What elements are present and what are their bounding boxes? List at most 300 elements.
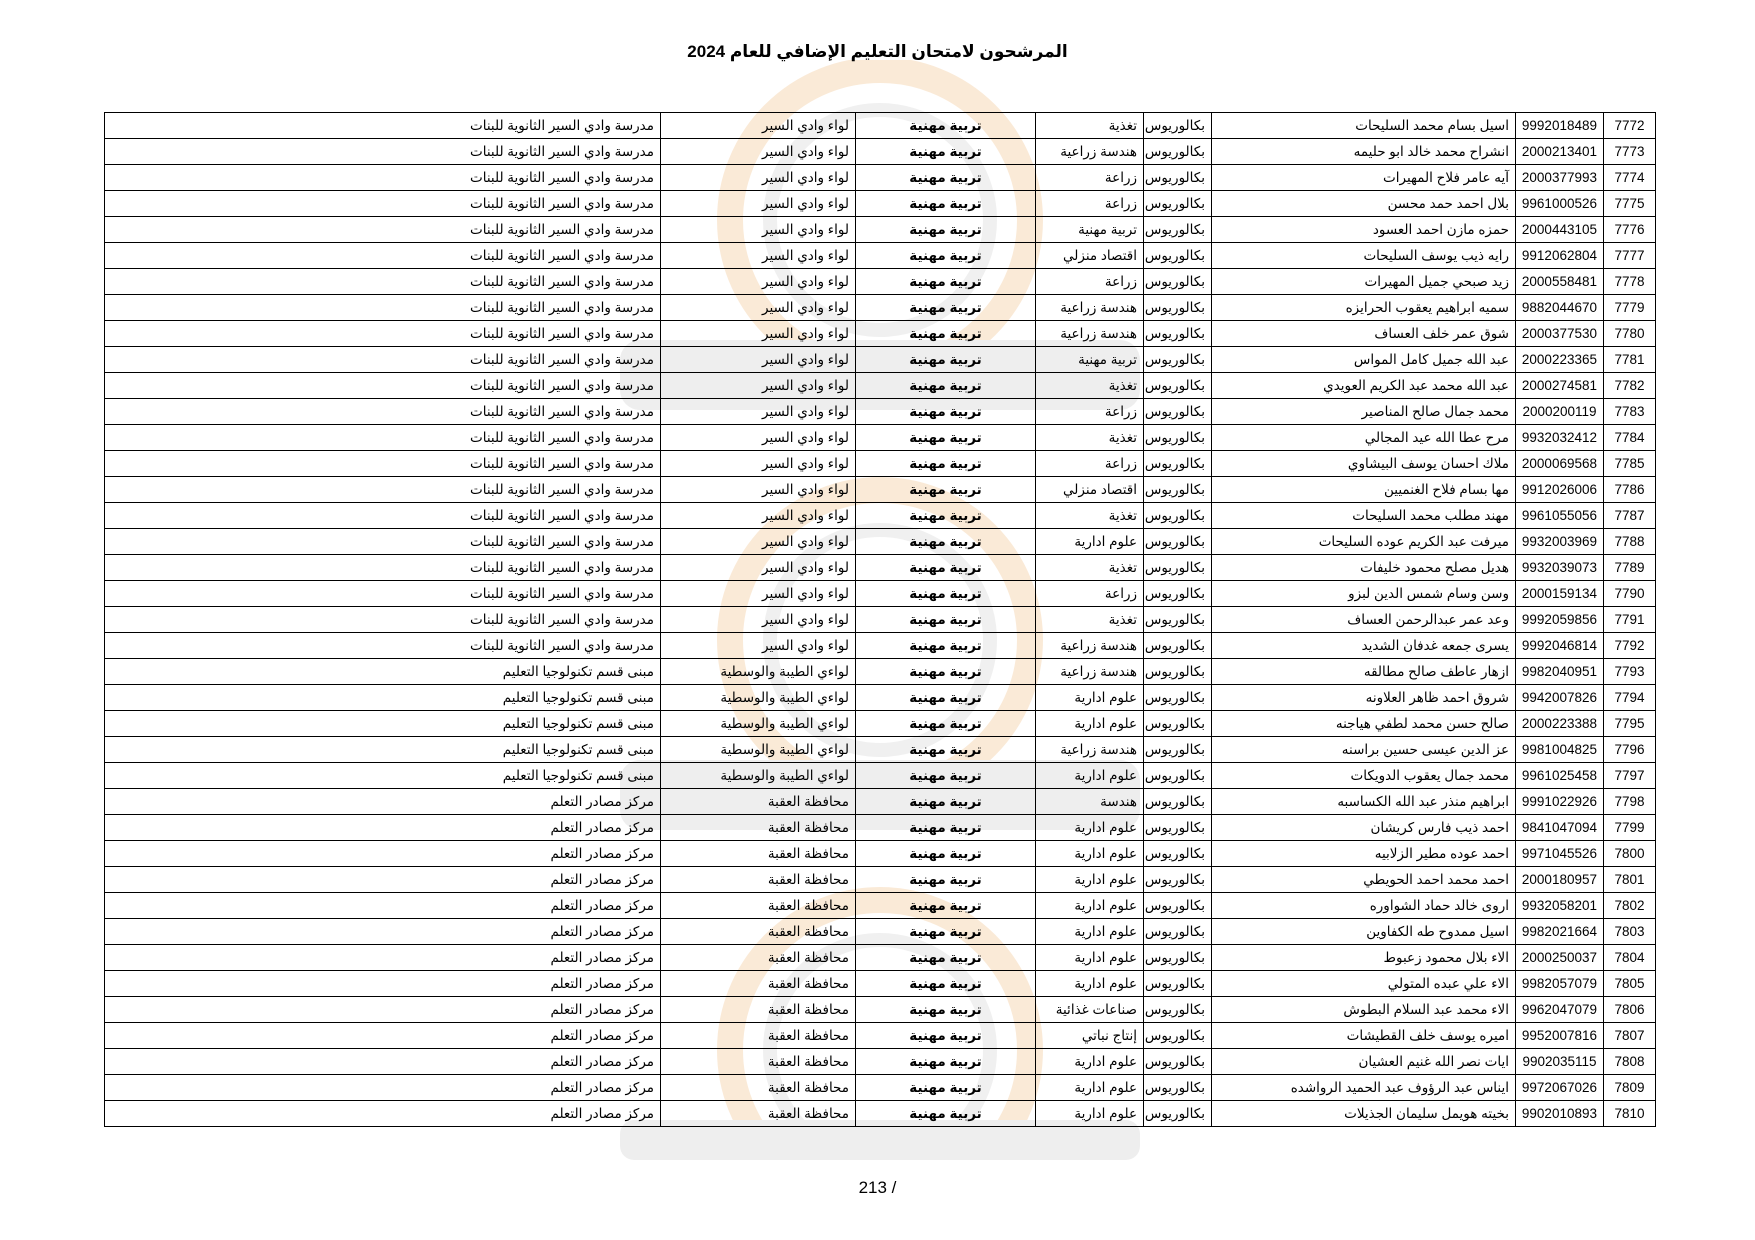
exam-field-cell: تربية مهنية <box>856 1075 1036 1101</box>
row-number-cell: 7805 <box>1604 971 1656 997</box>
national-id-cell: 2000274581 <box>1516 373 1604 399</box>
district-cell: محافظة العقبة <box>661 867 856 893</box>
exam-center-cell: مبنى قسم تكنولوجيا التعليم <box>105 685 661 711</box>
table-row <box>105 321 1656 347</box>
row-number-cell: 7775 <box>1604 191 1656 217</box>
degree-cell: بكالوريوس <box>1144 581 1212 607</box>
exam-center-cell: مدرسة وادي السير الثانوية للبنات <box>105 269 661 295</box>
district-cell: محافظة العقبة <box>661 997 856 1023</box>
table-row <box>105 1101 1656 1127</box>
specialization-cell: زراعة <box>1036 399 1144 425</box>
row-number-cell: 7801 <box>1604 867 1656 893</box>
exam-center-cell: مدرسة وادي السير الثانوية للبنات <box>105 477 661 503</box>
candidate-name-cell: احمد محمد احمد الحويطي <box>1212 867 1516 893</box>
degree-cell: بكالوريوس <box>1144 971 1212 997</box>
degree-cell: بكالوريوس <box>1144 399 1212 425</box>
exam-center-cell: مدرسة وادي السير الثانوية للبنات <box>105 347 661 373</box>
national-id-cell: 9912026006 <box>1516 477 1604 503</box>
candidate-name-cell: ايناس عبد الرؤوف عبد الحميد الرواشده <box>1212 1075 1516 1101</box>
national-id-cell: 2000200119 <box>1516 399 1604 425</box>
degree-cell: بكالوريوس <box>1144 711 1212 737</box>
row-number-cell: 7781 <box>1604 347 1656 373</box>
degree-cell: بكالوريوس <box>1144 815 1212 841</box>
specialization-cell: تغذية <box>1036 425 1144 451</box>
national-id-cell: 9991022926 <box>1516 789 1604 815</box>
degree-cell: بكالوريوس <box>1144 217 1212 243</box>
row-number-cell: 7789 <box>1604 555 1656 581</box>
district-cell: لواء وادي السير <box>661 243 856 269</box>
row-number-cell: 7796 <box>1604 737 1656 763</box>
candidate-name-cell: هديل مصلح محمود خليفات <box>1212 555 1516 581</box>
candidate-name-cell: حمزه مازن احمد العسود <box>1212 217 1516 243</box>
district-cell: لواء وادي السير <box>661 139 856 165</box>
specialization-cell: زراعة <box>1036 191 1144 217</box>
table-row <box>105 113 1656 139</box>
specialization-cell: تغذية <box>1036 373 1144 399</box>
table-row <box>105 399 1656 425</box>
candidate-name-cell: ملاك احسان يوسف البيشاوي <box>1212 451 1516 477</box>
district-cell: لواء وادي السير <box>661 503 856 529</box>
degree-cell: بكالوريوس <box>1144 893 1212 919</box>
table-row <box>105 971 1656 997</box>
table-row <box>105 529 1656 555</box>
candidate-name-cell: شروق احمد ظاهر العلاونه <box>1212 685 1516 711</box>
candidate-name-cell: احمد عوده مطير الزلابيه <box>1212 841 1516 867</box>
exam-field-cell: تربية مهنية <box>856 295 1036 321</box>
degree-cell: بكالوريوس <box>1144 347 1212 373</box>
specialization-cell: صناعات غذائية <box>1036 997 1144 1023</box>
national-id-cell: 9932032412 <box>1516 425 1604 451</box>
table-row <box>105 243 1656 269</box>
table-row <box>105 373 1656 399</box>
exam-field-cell: تربية مهنية <box>856 815 1036 841</box>
row-number-cell: 7776 <box>1604 217 1656 243</box>
candidate-name-cell: عز الدين عيسى حسين براسنه <box>1212 737 1516 763</box>
national-id-cell: 9992046814 <box>1516 633 1604 659</box>
table-row <box>105 737 1656 763</box>
district-cell: لواء وادي السير <box>661 295 856 321</box>
exam-field-cell: تربية مهنية <box>856 945 1036 971</box>
candidate-name-cell: الاء بلال محمود زعبوط <box>1212 945 1516 971</box>
specialization-cell: هندسة زراعية <box>1036 737 1144 763</box>
district-cell: لواء وادي السير <box>661 633 856 659</box>
candidate-name-cell: اروى خالد حماد الشواوره <box>1212 893 1516 919</box>
table-row <box>105 945 1656 971</box>
row-number-cell: 7791 <box>1604 607 1656 633</box>
exam-field-cell: تربية مهنية <box>856 685 1036 711</box>
exam-center-cell: مدرسة وادي السير الثانوية للبنات <box>105 633 661 659</box>
exam-field-cell: تربية مهنية <box>856 971 1036 997</box>
specialization-cell: علوم ادارية <box>1036 1101 1144 1127</box>
national-id-cell: 9961000526 <box>1516 191 1604 217</box>
row-number-cell: 7788 <box>1604 529 1656 555</box>
exam-field-cell: تربية مهنية <box>856 321 1036 347</box>
national-id-cell: 9981004825 <box>1516 737 1604 763</box>
candidate-name-cell: آيه عامر فلاح المهيرات <box>1212 165 1516 191</box>
table-row <box>105 685 1656 711</box>
exam-center-cell: مركز مصادر التعلم <box>105 893 661 919</box>
exam-center-cell: مركز مصادر التعلم <box>105 919 661 945</box>
degree-cell: بكالوريوس <box>1144 243 1212 269</box>
candidate-name-cell: ميرفت عبد الكريم عوده السليحات <box>1212 529 1516 555</box>
exam-center-cell: مدرسة وادي السير الثانوية للبنات <box>105 503 661 529</box>
degree-cell: بكالوريوس <box>1144 529 1212 555</box>
national-id-cell: 9962047079 <box>1516 997 1604 1023</box>
exam-center-cell: مركز مصادر التعلم <box>105 1049 661 1075</box>
exam-field-cell: تربية مهنية <box>856 659 1036 685</box>
exam-field-cell: تربية مهنية <box>856 243 1036 269</box>
table-row <box>105 789 1656 815</box>
row-number-cell: 7774 <box>1604 165 1656 191</box>
national-id-cell: 9882044670 <box>1516 295 1604 321</box>
table-row <box>105 503 1656 529</box>
district-cell: لواء وادي السير <box>661 581 856 607</box>
page-number: 213 / <box>858 1178 897 1197</box>
national-id-cell: 9992018489 <box>1516 113 1604 139</box>
specialization-cell: علوم ادارية <box>1036 763 1144 789</box>
table-row <box>105 477 1656 503</box>
district-cell: لواء وادي السير <box>661 399 856 425</box>
specialization-cell: هندسة زراعية <box>1036 633 1144 659</box>
district-cell: محافظة العقبة <box>661 1101 856 1127</box>
district-cell: لواء وادي السير <box>661 191 856 217</box>
exam-center-cell: مدرسة وادي السير الثانوية للبنات <box>105 113 661 139</box>
district-cell: لواء وادي السير <box>661 321 856 347</box>
exam-center-cell: مركز مصادر التعلم <box>105 997 661 1023</box>
row-number-cell: 7807 <box>1604 1023 1656 1049</box>
specialization-cell: تغذية <box>1036 607 1144 633</box>
national-id-cell: 9841047094 <box>1516 815 1604 841</box>
exam-center-cell: مركز مصادر التعلم <box>105 945 661 971</box>
national-id-cell: 2000223365 <box>1516 347 1604 373</box>
exam-field-cell: تربية مهنية <box>856 191 1036 217</box>
specialization-cell: علوم ادارية <box>1036 529 1144 555</box>
national-id-cell: 2000558481 <box>1516 269 1604 295</box>
exam-center-cell: مركز مصادر التعلم <box>105 1075 661 1101</box>
district-cell: لواء وادي السير <box>661 165 856 191</box>
row-number-cell: 7794 <box>1604 685 1656 711</box>
district-cell: لواء وادي السير <box>661 555 856 581</box>
specialization-cell: اقتصاد منزلي <box>1036 477 1144 503</box>
exam-center-cell: مدرسة وادي السير الثانوية للبنات <box>105 191 661 217</box>
row-number-cell: 7802 <box>1604 893 1656 919</box>
row-number-cell: 7783 <box>1604 399 1656 425</box>
specialization-cell: علوم ادارية <box>1036 1049 1144 1075</box>
exam-center-cell: مركز مصادر التعلم <box>105 867 661 893</box>
specialization-cell: إنتاج نباتي <box>1036 1023 1144 1049</box>
row-number-cell: 7798 <box>1604 789 1656 815</box>
degree-cell: بكالوريوس <box>1144 1075 1212 1101</box>
table-row <box>105 425 1656 451</box>
district-cell: لواء وادي السير <box>661 425 856 451</box>
row-number-cell: 7808 <box>1604 1049 1656 1075</box>
national-id-cell: 9932039073 <box>1516 555 1604 581</box>
district-cell: محافظة العقبة <box>661 971 856 997</box>
exam-field-cell: تربية مهنية <box>856 711 1036 737</box>
exam-field-cell: تربية مهنية <box>856 867 1036 893</box>
district-cell: لواء وادي السير <box>661 373 856 399</box>
candidate-name-cell: احمد ذيب فارس كريشان <box>1212 815 1516 841</box>
national-id-cell: 9932058201 <box>1516 893 1604 919</box>
national-id-cell: 9902010893 <box>1516 1101 1604 1127</box>
row-number-cell: 7810 <box>1604 1101 1656 1127</box>
row-number-cell: 7790 <box>1604 581 1656 607</box>
table-row <box>105 815 1656 841</box>
row-number-cell: 7777 <box>1604 243 1656 269</box>
degree-cell: بكالوريوس <box>1144 997 1212 1023</box>
specialization-cell: زراعة <box>1036 581 1144 607</box>
specialization-cell: اقتصاد منزلي <box>1036 243 1144 269</box>
specialization-cell: تغذية <box>1036 503 1144 529</box>
candidate-name-cell: شوق عمر خلف العساف <box>1212 321 1516 347</box>
exam-field-cell: تربية مهنية <box>856 1101 1036 1127</box>
candidates-table-body <box>105 113 1656 1127</box>
candidate-name-cell: صالح حسن محمد لطفي هياجنه <box>1212 711 1516 737</box>
exam-field-cell: تربية مهنية <box>856 555 1036 581</box>
degree-cell: بكالوريوس <box>1144 165 1212 191</box>
table-row <box>105 841 1656 867</box>
candidate-name-cell: يسرى جمعه غدفان الشديد <box>1212 633 1516 659</box>
district-cell: لواءي الطيبة والوسطية <box>661 685 856 711</box>
degree-cell: بكالوريوس <box>1144 633 1212 659</box>
table-row <box>105 763 1656 789</box>
row-number-cell: 7795 <box>1604 711 1656 737</box>
table-row <box>105 217 1656 243</box>
exam-field-cell: تربية مهنية <box>856 451 1036 477</box>
candidate-name-cell: الاء محمد عبد السلام البطوش <box>1212 997 1516 1023</box>
district-cell: محافظة العقبة <box>661 1049 856 1075</box>
exam-field-cell: تربية مهنية <box>856 607 1036 633</box>
table-row <box>105 1049 1656 1075</box>
table-row <box>105 451 1656 477</box>
exam-center-cell: مدرسة وادي السير الثانوية للبنات <box>105 243 661 269</box>
exam-center-cell: مركز مصادر التعلم <box>105 841 661 867</box>
exam-center-cell: مبنى قسم تكنولوجيا التعليم <box>105 737 661 763</box>
specialization-cell: تربية مهنية <box>1036 217 1144 243</box>
exam-field-cell: تربية مهنية <box>856 113 1036 139</box>
district-cell: لواء وادي السير <box>661 451 856 477</box>
national-id-cell: 9992059856 <box>1516 607 1604 633</box>
row-number-cell: 7799 <box>1604 815 1656 841</box>
exam-field-cell: تربية مهنية <box>856 503 1036 529</box>
exam-center-cell: مدرسة وادي السير الثانوية للبنات <box>105 295 661 321</box>
specialization-cell: علوم ادارية <box>1036 893 1144 919</box>
national-id-cell: 2000377530 <box>1516 321 1604 347</box>
exam-field-cell: تربية مهنية <box>856 633 1036 659</box>
degree-cell: بكالوريوس <box>1144 373 1212 399</box>
national-id-cell: 9982057079 <box>1516 971 1604 997</box>
degree-cell: بكالوريوس <box>1144 477 1212 503</box>
row-number-cell: 7787 <box>1604 503 1656 529</box>
national-id-cell: 2000223388 <box>1516 711 1604 737</box>
table-row <box>105 711 1656 737</box>
specialization-cell: تغذية <box>1036 555 1144 581</box>
national-id-cell: 9961025458 <box>1516 763 1604 789</box>
degree-cell: بكالوريوس <box>1144 1101 1212 1127</box>
exam-center-cell: مدرسة وادي السير الثانوية للبنات <box>105 607 661 633</box>
degree-cell: بكالوريوس <box>1144 139 1212 165</box>
exam-center-cell: مدرسة وادي السير الثانوية للبنات <box>105 321 661 347</box>
degree-cell: بكالوريوس <box>1144 945 1212 971</box>
exam-center-cell: مركز مصادر التعلم <box>105 971 661 997</box>
national-id-cell: 2000443105 <box>1516 217 1604 243</box>
district-cell: محافظة العقبة <box>661 1075 856 1101</box>
candidate-name-cell: ايات نصر الله غنيم العشيان <box>1212 1049 1516 1075</box>
exam-field-cell: تربية مهنية <box>856 1049 1036 1075</box>
degree-cell: بكالوريوس <box>1144 607 1212 633</box>
table-row <box>105 1023 1656 1049</box>
exam-field-cell: تربية مهنية <box>856 425 1036 451</box>
specialization-cell: تغذية <box>1036 113 1144 139</box>
specialization-cell: زراعة <box>1036 165 1144 191</box>
specialization-cell: علوم ادارية <box>1036 919 1144 945</box>
district-cell: لواء وادي السير <box>661 269 856 295</box>
candidate-name-cell: رايه ذيب يوسف السليحات <box>1212 243 1516 269</box>
district-cell: محافظة العقبة <box>661 789 856 815</box>
table-row <box>105 165 1656 191</box>
candidate-name-cell: مها بسام فلاح الغنميين <box>1212 477 1516 503</box>
exam-field-cell: تربية مهنية <box>856 919 1036 945</box>
national-id-cell: 9952007816 <box>1516 1023 1604 1049</box>
table-row <box>105 893 1656 919</box>
exam-center-cell: مدرسة وادي السير الثانوية للبنات <box>105 373 661 399</box>
exam-field-cell: تربية مهنية <box>856 789 1036 815</box>
district-cell: لواءي الطيبة والوسطية <box>661 737 856 763</box>
candidate-name-cell: وعد عمر عبدالرحمن العساف <box>1212 607 1516 633</box>
row-number-cell: 7797 <box>1604 763 1656 789</box>
exam-field-cell: تربية مهنية <box>856 581 1036 607</box>
exam-center-cell: مركز مصادر التعلم <box>105 1023 661 1049</box>
exam-center-cell: مبنى قسم تكنولوجيا التعليم <box>105 659 661 685</box>
row-number-cell: 7785 <box>1604 451 1656 477</box>
exam-field-cell: تربية مهنية <box>856 165 1036 191</box>
row-number-cell: 7800 <box>1604 841 1656 867</box>
table-row <box>105 997 1656 1023</box>
candidate-name-cell: بخيته هويمل سليمان الجذيلات <box>1212 1101 1516 1127</box>
candidate-name-cell: مهند مطلب محمد السليحات <box>1212 503 1516 529</box>
specialization-cell: علوم ادارية <box>1036 815 1144 841</box>
table-row <box>105 867 1656 893</box>
exam-center-cell: مدرسة وادي السير الثانوية للبنات <box>105 529 661 555</box>
national-id-cell: 9912062804 <box>1516 243 1604 269</box>
exam-field-cell: تربية مهنية <box>856 1023 1036 1049</box>
row-number-cell: 7806 <box>1604 997 1656 1023</box>
exam-center-cell: مدرسة وادي السير الثانوية للبنات <box>105 425 661 451</box>
row-number-cell: 7772 <box>1604 113 1656 139</box>
table-row <box>105 633 1656 659</box>
district-cell: محافظة العقبة <box>661 945 856 971</box>
exam-field-cell: تربية مهنية <box>856 529 1036 555</box>
row-number-cell: 7793 <box>1604 659 1656 685</box>
degree-cell: بكالوريوس <box>1144 113 1212 139</box>
exam-center-cell: مبنى قسم تكنولوجيا التعليم <box>105 763 661 789</box>
candidate-name-cell: انشراح محمد خالد ابو حليمه <box>1212 139 1516 165</box>
specialization-cell: علوم ادارية <box>1036 841 1144 867</box>
table-row <box>105 191 1656 217</box>
district-cell: محافظة العقبة <box>661 841 856 867</box>
district-cell: لواء وادي السير <box>661 347 856 373</box>
exam-center-cell: مدرسة وادي السير الثانوية للبنات <box>105 217 661 243</box>
specialization-cell: هندسة زراعية <box>1036 321 1144 347</box>
degree-cell: بكالوريوس <box>1144 1023 1212 1049</box>
row-number-cell: 7803 <box>1604 919 1656 945</box>
national-id-cell: 9902035115 <box>1516 1049 1604 1075</box>
exam-center-cell: مدرسة وادي السير الثانوية للبنات <box>105 399 661 425</box>
candidate-name-cell: اسيل بسام محمد السليحات <box>1212 113 1516 139</box>
district-cell: محافظة العقبة <box>661 893 856 919</box>
table-row <box>105 295 1656 321</box>
table-row <box>105 607 1656 633</box>
candidate-name-cell: زيد صبحي جميل المهيرات <box>1212 269 1516 295</box>
table-row <box>105 919 1656 945</box>
degree-cell: بكالوريوس <box>1144 425 1212 451</box>
degree-cell: بكالوريوس <box>1144 685 1212 711</box>
exam-field-cell: تربية مهنية <box>856 763 1036 789</box>
district-cell: لواءي الطيبة والوسطية <box>661 711 856 737</box>
exam-field-cell: تربية مهنية <box>856 737 1036 763</box>
specialization-cell: علوم ادارية <box>1036 1075 1144 1101</box>
candidates-table <box>104 112 1656 1127</box>
national-id-cell: 2000250037 <box>1516 945 1604 971</box>
exam-field-cell: تربية مهنية <box>856 269 1036 295</box>
specialization-cell: علوم ادارية <box>1036 685 1144 711</box>
degree-cell: بكالوريوس <box>1144 191 1212 217</box>
national-id-cell: 2000213401 <box>1516 139 1604 165</box>
district-cell: لواء وادي السير <box>661 217 856 243</box>
specialization-cell: علوم ادارية <box>1036 867 1144 893</box>
degree-cell: بكالوريوس <box>1144 1049 1212 1075</box>
district-cell: لواء وادي السير <box>661 607 856 633</box>
national-id-cell: 9982040951 <box>1516 659 1604 685</box>
table-row <box>105 347 1656 373</box>
exam-center-cell: مدرسة وادي السير الثانوية للبنات <box>105 451 661 477</box>
specialization-cell: زراعة <box>1036 269 1144 295</box>
candidate-name-cell: عبد الله جميل كامل المواس <box>1212 347 1516 373</box>
candidate-name-cell: ابراهيم منذر عبد الله الكساسبه <box>1212 789 1516 815</box>
exam-center-cell: مدرسة وادي السير الثانوية للبنات <box>105 581 661 607</box>
specialization-cell: هندسة زراعية <box>1036 295 1144 321</box>
table-row <box>105 659 1656 685</box>
exam-center-cell: مركز مصادر التعلم <box>105 789 661 815</box>
degree-cell: بكالوريوس <box>1144 451 1212 477</box>
table-row <box>105 269 1656 295</box>
exam-center-cell: مدرسة وادي السير الثانوية للبنات <box>105 139 661 165</box>
specialization-cell: هندسة زراعية <box>1036 139 1144 165</box>
degree-cell: بكالوريوس <box>1144 867 1212 893</box>
row-number-cell: 7780 <box>1604 321 1656 347</box>
row-number-cell: 7792 <box>1604 633 1656 659</box>
degree-cell: بكالوريوس <box>1144 841 1212 867</box>
table-row <box>105 555 1656 581</box>
national-id-cell: 9932003969 <box>1516 529 1604 555</box>
table-row <box>105 581 1656 607</box>
district-cell: لواء وادي السير <box>661 529 856 555</box>
candidate-name-cell: محمد جمال صالح المناصير <box>1212 399 1516 425</box>
national-id-cell: 9982021664 <box>1516 919 1604 945</box>
district-cell: لواء وادي السير <box>661 113 856 139</box>
national-id-cell: 2000159134 <box>1516 581 1604 607</box>
national-id-cell: 9942007826 <box>1516 685 1604 711</box>
degree-cell: بكالوريوس <box>1144 295 1212 321</box>
district-cell: لواءي الطيبة والوسطية <box>661 763 856 789</box>
national-id-cell: 9971045526 <box>1516 841 1604 867</box>
row-number-cell: 7786 <box>1604 477 1656 503</box>
table-row <box>105 139 1656 165</box>
exam-center-cell: مدرسة وادي السير الثانوية للبنات <box>105 555 661 581</box>
district-cell: محافظة العقبة <box>661 1023 856 1049</box>
candidate-name-cell: ازهار عاطف صالح مطالقه <box>1212 659 1516 685</box>
exam-field-cell: تربية مهنية <box>856 477 1036 503</box>
